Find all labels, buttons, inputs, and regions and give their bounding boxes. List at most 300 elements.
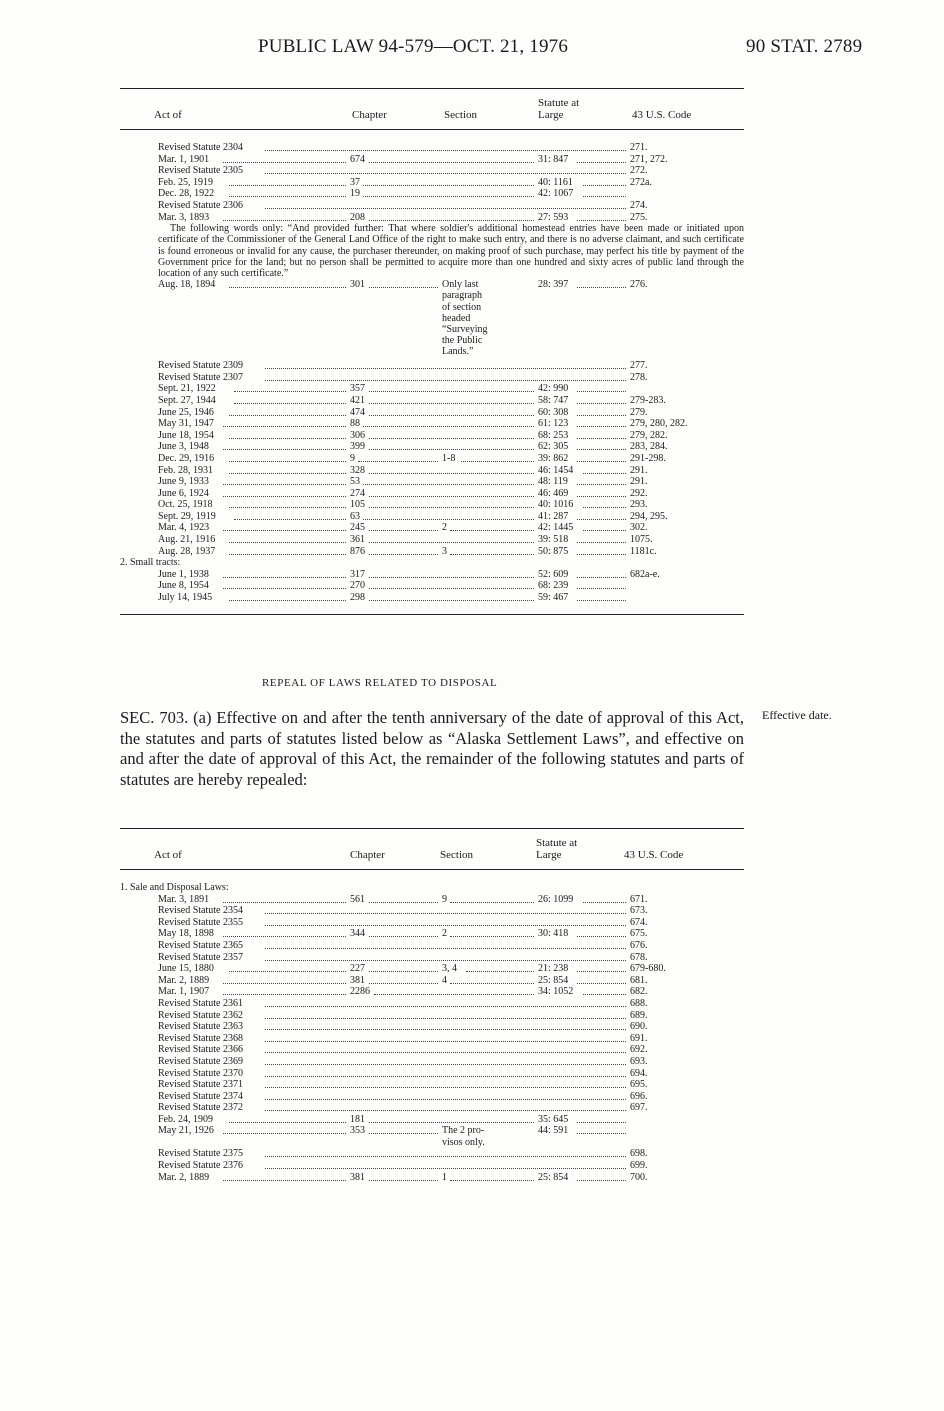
- cell-code: 696.: [630, 1090, 648, 1102]
- repeal-table-1: [120, 88, 744, 615]
- col-section: Section: [440, 849, 473, 861]
- table-row: [120, 154, 744, 166]
- cell-code: 291-298.: [630, 452, 666, 464]
- dot-leader: [265, 150, 626, 151]
- table-row: [120, 407, 744, 419]
- cell-statute: 26: 1099: [538, 893, 574, 905]
- dot-leader: [223, 162, 346, 163]
- dot-leader: [234, 519, 346, 520]
- col-statute-at-large: Statute at Large: [538, 97, 580, 121]
- dot-leader: [223, 530, 346, 531]
- cell-code: 694.: [630, 1067, 648, 1079]
- table-row: [120, 986, 744, 998]
- cell-chapter: 208: [350, 211, 365, 223]
- col-statute-at-large: Statute at Large: [536, 837, 578, 861]
- dot-leader: [229, 971, 346, 972]
- table-row: [120, 395, 744, 407]
- cell-code: 671.: [630, 893, 648, 905]
- cell-statute: 68: 239: [538, 580, 569, 592]
- cell-statute: 27: 593: [538, 211, 569, 223]
- dot-leader: [583, 994, 626, 995]
- cell-chapter: 306: [350, 429, 365, 441]
- cell-code: 274.: [630, 199, 648, 211]
- cell-act: May 18, 1898: [158, 928, 214, 940]
- dot-leader: [265, 1076, 626, 1077]
- cell-chapter: 317: [350, 568, 365, 580]
- group-heading: [120, 557, 744, 569]
- cell-chapter: 105: [350, 499, 365, 511]
- cell-act: June 9, 1933: [158, 476, 209, 488]
- dot-leader: [234, 391, 346, 392]
- dot-leader: [223, 449, 346, 450]
- table-row: [120, 905, 744, 917]
- cell-statute: 46: 1454: [538, 464, 574, 476]
- cell-statute: 42: 990: [538, 383, 569, 395]
- cell-act: Aug. 18, 1894: [158, 279, 216, 291]
- dot-leader: [369, 936, 438, 937]
- table-row: [120, 1125, 744, 1148]
- dot-leader: [229, 438, 346, 439]
- col-chapter: Chapter: [352, 109, 387, 121]
- cell-act: Revised Statute 2307: [158, 371, 243, 383]
- cell-section: 9: [442, 893, 447, 905]
- table-row: [120, 1148, 744, 1160]
- cell-chapter: 381: [350, 1171, 365, 1183]
- dot-leader: [229, 542, 346, 543]
- dot-leader: [223, 496, 346, 497]
- cell-act: Mar. 1, 1901: [158, 153, 210, 165]
- cell-statute: 25: 854: [538, 1171, 569, 1183]
- cell-statute: 52: 609: [538, 568, 569, 580]
- col-act-of: Act of: [154, 849, 182, 861]
- dot-leader: [229, 507, 346, 508]
- table-row: [120, 188, 744, 200]
- dot-leader: [583, 530, 626, 531]
- margin-note: Effective date.: [762, 708, 832, 722]
- dot-leader: [229, 415, 346, 416]
- table-row: [120, 441, 744, 453]
- dot-leader: [265, 948, 626, 949]
- table-row: [120, 580, 744, 592]
- cell-act: Revised Statute 2363: [158, 1021, 243, 1033]
- dot-leader: [265, 1110, 626, 1111]
- cell-section: Only last paragraph of section headed “Surveying the Public Lands.”: [442, 279, 488, 358]
- cell-chapter: 561: [350, 893, 365, 905]
- dot-leader: [466, 971, 534, 972]
- cell-code: 279.: [630, 406, 648, 418]
- dot-leader: [223, 1133, 346, 1134]
- table-row: [120, 1114, 744, 1126]
- cell-act: Revised Statute 2305: [158, 165, 243, 177]
- dot-leader: [577, 496, 626, 497]
- dot-leader: [265, 1099, 626, 1100]
- cell-act: Dec. 28, 1922: [158, 188, 215, 200]
- dot-leader: [265, 1052, 626, 1053]
- dot-leader: [369, 1133, 438, 1134]
- cell-act: Mar. 2, 1889: [158, 1171, 210, 1183]
- cell-code: 681.: [630, 974, 648, 986]
- cell-section: 4: [442, 974, 447, 986]
- dot-leader: [229, 287, 346, 288]
- dot-leader: [265, 173, 626, 174]
- group-sale-and-disposal-laws: 1. Sale and Disposal Laws:: [120, 882, 229, 893]
- dot-leader: [577, 554, 626, 555]
- table-row: [120, 592, 744, 604]
- cell-chapter: 270: [350, 580, 365, 592]
- dot-leader: [229, 600, 346, 601]
- dot-leader: [265, 1064, 626, 1065]
- cell-act: June 1, 1938: [158, 568, 209, 580]
- cell-code: 682a-e.: [630, 568, 660, 580]
- cell-code: 693.: [630, 1055, 648, 1067]
- cell-section: 3, 4: [442, 963, 457, 975]
- table-row: [120, 522, 744, 534]
- cell-code: 291.: [630, 464, 648, 476]
- cell-code: 698.: [630, 1148, 648, 1160]
- dot-leader: [265, 368, 626, 369]
- table-row: [120, 917, 744, 929]
- cell-code: 679-680.: [630, 963, 666, 975]
- cell-statute: 46: 469: [538, 487, 569, 499]
- cell-statute: 60: 308: [538, 406, 569, 418]
- dot-leader: [369, 391, 534, 392]
- cell-act: Mar. 3, 1893: [158, 211, 210, 223]
- dot-leader: [265, 1087, 626, 1088]
- dot-leader: [223, 577, 346, 578]
- cell-code: 690.: [630, 1021, 648, 1033]
- cell-code: 302.: [630, 522, 648, 534]
- cell-statute: 40: 1161: [538, 176, 573, 188]
- cell-chapter: 181: [350, 1113, 365, 1125]
- cell-code: 292.: [630, 487, 648, 499]
- table-row: [120, 200, 744, 212]
- cell-chapter: 674: [350, 153, 365, 165]
- table-row: [120, 430, 744, 442]
- dot-leader: [369, 287, 438, 288]
- cell-act: July 14, 1945: [158, 592, 213, 604]
- table-row: [120, 142, 744, 154]
- cell-chapter: 88: [350, 418, 360, 430]
- cell-chapter: 328: [350, 464, 365, 476]
- table-row: [120, 1056, 744, 1068]
- table-row: [120, 279, 744, 360]
- dot-leader: [369, 542, 534, 543]
- cell-statute: 68: 253: [538, 429, 569, 441]
- dot-leader: [265, 1029, 626, 1030]
- cell-act: Revised Statute 2361: [158, 997, 243, 1009]
- cell-statute: 59: 467: [538, 592, 569, 604]
- cell-section: 2: [442, 522, 447, 534]
- cell-act: May 21, 1926: [158, 1125, 214, 1137]
- dot-leader: [369, 600, 534, 601]
- dot-leader: [583, 196, 626, 197]
- table-column-headers: [120, 89, 744, 129]
- table-row: [120, 499, 744, 511]
- cell-act: Sept. 27, 1944: [158, 394, 216, 406]
- dot-leader: [229, 185, 346, 186]
- cell-act: Revised Statute 2368: [158, 1032, 243, 1044]
- cell-act: June 25, 1946: [158, 406, 214, 418]
- dot-leader: [374, 994, 534, 995]
- cell-code: 682.: [630, 986, 648, 998]
- table-row: [120, 998, 744, 1010]
- dot-leader: [577, 287, 626, 288]
- cell-chapter: 474: [350, 406, 365, 418]
- cell-code: 700.: [630, 1171, 648, 1183]
- cell-act: Aug. 28, 1937: [158, 545, 216, 557]
- cell-section: 3: [442, 545, 447, 557]
- cell-statute: 28: 397: [538, 279, 569, 291]
- dot-leader: [577, 220, 626, 221]
- cell-act: Mar. 4, 1923: [158, 522, 210, 534]
- dot-leader: [265, 1018, 626, 1019]
- dot-leader: [577, 403, 626, 404]
- cell-code: 277.: [630, 360, 648, 372]
- col-us-code: 43 U.S. Code: [632, 109, 692, 121]
- cell-chapter: 399: [350, 441, 365, 453]
- cell-statute: 35: 645: [538, 1113, 569, 1125]
- dot-leader: [577, 983, 626, 984]
- cell-statute: 61: 123: [538, 418, 569, 430]
- dot-leader: [265, 925, 626, 926]
- dot-leader: [369, 971, 438, 972]
- cell-chapter: 63: [350, 510, 360, 522]
- cell-section: 2: [442, 928, 447, 940]
- dot-leader: [223, 220, 346, 221]
- table-row: [120, 177, 744, 189]
- cell-chapter: 37: [350, 176, 360, 188]
- dot-leader: [577, 415, 626, 416]
- cell-statute: 62: 305: [538, 441, 569, 453]
- cell-chapter: 344: [350, 928, 365, 940]
- dot-leader: [577, 971, 626, 972]
- cell-act: Revised Statute 2370: [158, 1067, 243, 1079]
- cell-statute: 50: 875: [538, 545, 569, 557]
- cell-chapter: 9: [350, 452, 355, 464]
- statute-page-number: 90 STAT. 2789: [746, 36, 863, 57]
- dot-leader: [223, 484, 346, 485]
- cell-act: Revised Statute 2304: [158, 142, 243, 153]
- dot-leader: [577, 162, 626, 163]
- cell-code: 1075.: [630, 534, 653, 546]
- dot-leader: [450, 983, 534, 984]
- table-row: [120, 1021, 744, 1033]
- cell-statute: 39: 518: [538, 534, 569, 546]
- cell-chapter: 19: [350, 188, 360, 200]
- cell-code: 272a.: [630, 176, 652, 188]
- cell-act: June 6, 1924: [158, 487, 209, 499]
- dot-leader: [577, 484, 626, 485]
- cell-statute: 42: 1445: [538, 522, 574, 534]
- cell-act: Revised Statute 2372: [158, 1102, 243, 1114]
- group-small-tracts: 2. Small tracts:: [120, 557, 181, 569]
- dot-leader: [450, 1180, 534, 1181]
- table-row: [120, 1079, 744, 1091]
- cell-code: 276.: [630, 279, 648, 291]
- group-heading: [120, 882, 744, 894]
- dot-leader: [577, 1133, 626, 1134]
- table-row: [120, 372, 744, 384]
- col-us-code: 43 U.S. Code: [624, 849, 684, 861]
- dot-leader: [265, 208, 626, 209]
- cell-code: 699.: [630, 1160, 648, 1172]
- section-heading: REPEAL OF LAWS RELATED TO DISPOSAL: [262, 677, 498, 689]
- cell-code: 283, 284.: [630, 441, 668, 453]
- cell-section: 1: [442, 1171, 447, 1183]
- cell-act: Sept. 29, 1919: [158, 510, 216, 522]
- dot-leader: [369, 588, 534, 589]
- table-row: [120, 488, 744, 500]
- dot-leader: [369, 415, 534, 416]
- table-row: [120, 465, 744, 477]
- quoted-words-note: The following words only: “And provided further: That where soldier's additional homestead entries have been made or initiated upon certificate of the Commissioner of the General Land Office of the right to make such entry, and there is no adverse claimant, and such certificate is found erroneous or invalid for any cause, the purchaser thereunder, on making proof of such purchase, may perfect his title by payment of the Government price for the land; but no person shall be permitted to acquire more than one hundred and sixty acres of public land through the location of any such certificate.”: [158, 223, 744, 279]
- table-row: [120, 1172, 744, 1184]
- cell-statute: 41: 287: [538, 510, 569, 522]
- dot-leader: [369, 902, 438, 903]
- dot-leader: [363, 484, 534, 485]
- cell-act: Revised Statute 2374: [158, 1090, 243, 1102]
- cell-statute: 44: 591: [538, 1125, 569, 1137]
- cell-section: The 2 pro- visos only.: [442, 1125, 485, 1148]
- cell-statute: 25: 854: [538, 974, 569, 986]
- cell-statute: 31: 847: [538, 153, 569, 165]
- dot-leader: [583, 473, 626, 474]
- table-row: [120, 1091, 744, 1103]
- cell-chapter: 298: [350, 592, 365, 604]
- dot-leader: [265, 960, 626, 961]
- dot-leader: [369, 220, 534, 221]
- cell-act: Mar. 1, 1907: [158, 986, 210, 998]
- dot-leader: [265, 1006, 626, 1007]
- cell-code: 293.: [630, 499, 648, 511]
- table-row: [120, 165, 744, 177]
- dot-leader: [369, 530, 438, 531]
- cell-act: Feb. 25, 1919: [158, 176, 213, 188]
- section-703-text: SEC. 703. (a) Effective on and after the tenth anniversary of the date of approval of this Act, the statutes and parts of statutes listed below as “Alaska Settlement Laws”, and effective on and after the date of approval of this Act, the remainder of the following statutes and parts of statutes are hereby repealed:: [120, 708, 744, 789]
- table-column-headers: [120, 829, 744, 869]
- dot-leader: [223, 1180, 346, 1181]
- dot-leader: [363, 185, 534, 186]
- cell-code: 279, 282.: [630, 429, 668, 441]
- col-act-of: Act of: [154, 109, 182, 121]
- cell-code: 279-283.: [630, 394, 666, 406]
- cell-chapter: 301: [350, 279, 365, 291]
- dot-leader: [369, 554, 438, 555]
- dot-leader: [363, 196, 534, 197]
- cell-act: Mar. 2, 1889: [158, 974, 210, 986]
- dot-leader: [583, 185, 626, 186]
- cell-chapter: 353: [350, 1125, 365, 1137]
- cell-act: Revised Statute 2375: [158, 1148, 243, 1160]
- dot-leader: [450, 554, 534, 555]
- dot-leader: [234, 403, 346, 404]
- cell-act: June 3, 1948: [158, 441, 209, 453]
- dot-leader: [363, 426, 534, 427]
- cell-code: 271, 272.: [630, 153, 668, 165]
- cell-code: 673.: [630, 905, 648, 917]
- cell-statute: 39: 862: [538, 452, 569, 464]
- dot-leader: [363, 519, 534, 520]
- cell-code: 275.: [630, 211, 648, 223]
- table-row: [120, 534, 744, 546]
- cell-act: Revised Statute 2309: [158, 360, 243, 372]
- cell-act: June 18, 1954: [158, 429, 214, 441]
- cell-code: 278.: [630, 371, 648, 383]
- dot-leader: [223, 902, 346, 903]
- cell-code: 291.: [630, 476, 648, 488]
- cell-act: Feb. 28, 1931: [158, 464, 213, 476]
- col-chapter: Chapter: [350, 849, 385, 861]
- repeal-table-2: [120, 828, 744, 1183]
- cell-statute: 21: 238: [538, 963, 569, 975]
- table-row: [120, 1068, 744, 1080]
- dot-leader: [583, 902, 626, 903]
- cell-act: Revised Statute 2371: [158, 1079, 243, 1091]
- cell-statute: 40: 1016: [538, 499, 574, 511]
- dot-leader: [577, 600, 626, 601]
- dot-leader: [577, 936, 626, 937]
- cell-chapter: 381: [350, 974, 365, 986]
- table-row: [120, 928, 744, 940]
- table-row: [120, 1102, 744, 1114]
- table-row: [120, 383, 744, 395]
- dot-leader: [369, 983, 438, 984]
- dot-leader: [577, 426, 626, 427]
- table-row: [120, 1033, 744, 1045]
- table-row: [120, 212, 744, 224]
- table-row: [120, 476, 744, 488]
- dot-leader: [223, 983, 346, 984]
- dot-leader: [265, 1041, 626, 1042]
- table-row: [120, 940, 744, 952]
- cell-code: 691.: [630, 1032, 648, 1044]
- cell-act: June 8, 1954: [158, 580, 209, 592]
- dot-leader: [369, 577, 534, 578]
- dot-leader: [583, 507, 626, 508]
- dot-leader: [577, 1180, 626, 1181]
- cell-act: Revised Statute 2306: [158, 199, 243, 211]
- dot-leader: [369, 438, 534, 439]
- cell-code: 675.: [630, 928, 648, 940]
- dot-leader: [229, 461, 346, 462]
- table-row: [120, 1010, 744, 1022]
- dot-leader: [369, 473, 534, 474]
- cell-act: Dec. 29, 1916: [158, 452, 215, 464]
- dot-leader: [369, 1180, 438, 1181]
- cell-act: Revised Statute 2365: [158, 939, 243, 951]
- dot-leader: [577, 519, 626, 520]
- cell-code: 689.: [630, 1009, 648, 1021]
- table-row: [120, 975, 744, 987]
- dot-leader: [369, 1122, 534, 1123]
- cell-code: 692.: [630, 1044, 648, 1056]
- cell-act: Revised Statute 2376: [158, 1160, 243, 1172]
- dot-leader: [223, 426, 346, 427]
- dot-leader: [229, 196, 346, 197]
- col-section: Section: [444, 109, 477, 121]
- cell-act: Revised Statute 2357: [158, 951, 243, 963]
- cell-act: Sept. 21, 1922: [158, 383, 216, 395]
- dot-leader: [461, 461, 534, 462]
- table-row: [120, 569, 744, 581]
- dot-leader: [369, 507, 534, 508]
- cell-act: Revised Statute 2355: [158, 916, 243, 928]
- cell-chapter: 53: [350, 476, 360, 488]
- dot-leader: [265, 1168, 626, 1169]
- cell-act: Mar. 3, 1891: [158, 893, 210, 905]
- cell-code: 678.: [630, 951, 648, 963]
- dot-leader: [229, 1122, 346, 1123]
